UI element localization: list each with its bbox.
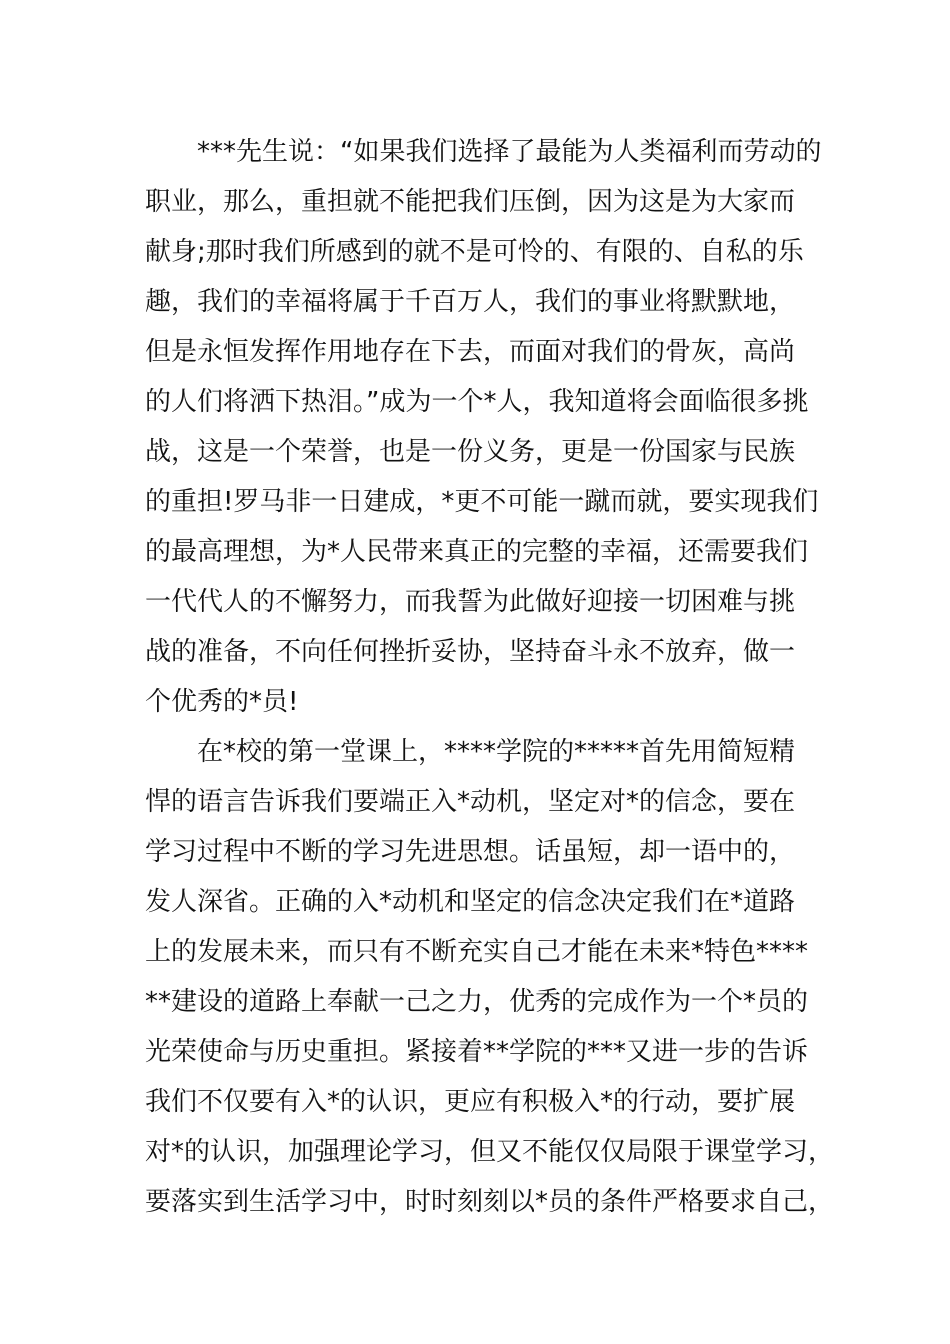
text-line: 趣，我们的幸福将属于千百万人，我们的事业将默默地， — [145, 287, 796, 317]
text-line: 的人们将洒下热泪。”成为一个*人，我知道将会面临很多挑 — [145, 387, 809, 417]
text-line: 一代代人的不懈努力，而我誓为此做好迎接一切困难与挑 — [145, 587, 796, 617]
text-line: 战，这是一个荣誉，也是一份义务，更是一份国家与民族 — [145, 437, 796, 467]
text-line: 的重担!罗马非一日建成，*更不可能一蹴而就，要实现我们 — [145, 487, 819, 517]
text-line: 上的发展未来，而只有不断充实自己才能在未来*特色**** — [145, 937, 809, 967]
text-line: 个优秀的*员! — [145, 687, 299, 717]
text-line: 对*的认识，加强理论学习，但又不能仅仅局限于课堂学习， — [145, 1137, 835, 1167]
text-line: ***先生说：“如果我们选择了最能为人类福利而劳动的 — [197, 137, 822, 167]
text-line: 献身;那时我们所感到的就不是可怜的、有限的、自私的乐 — [145, 237, 804, 267]
text-line: 光荣使命与历史重担。紧接着**学院的***又进一步的告诉 — [145, 1037, 809, 1067]
text-line: 学习过程中不断的学习先进思想。话虽短，却一语中的， — [145, 837, 796, 867]
text-line: **建设的道路上奉献一己之力，优秀的完成作为一个*员的 — [145, 987, 809, 1017]
text-line: 战的准备，不向任何挫折妥协，坚持奋斗永不放弃，做一 — [145, 637, 796, 667]
text-line: 职业，那么，重担就不能把我们压倒，因为这是为大家而 — [145, 187, 796, 217]
text-line: 但是永恒发挥作用地存在下去，而面对我们的骨灰，高尚 — [145, 337, 796, 367]
text-line: 的最高理想，为*人民带来真正的完整的幸福，还需要我们 — [145, 537, 809, 567]
text-line: 发人深省。正确的入*动机和坚定的信念决定我们在*道路 — [145, 887, 796, 917]
text-line: 要落实到生活学习中，时时刻刻以*员的条件严格要求自己， — [145, 1187, 835, 1217]
text-line: 在*校的第一堂课上，****学院的*****首先用简短精 — [197, 737, 796, 767]
text-line: 我们不仅要有入*的认识，更应有积极入*的行动，要扩展 — [145, 1087, 796, 1117]
text-line: 悍的语言告诉我们要端正入*动机，坚定对*的信念，要在 — [145, 787, 796, 817]
